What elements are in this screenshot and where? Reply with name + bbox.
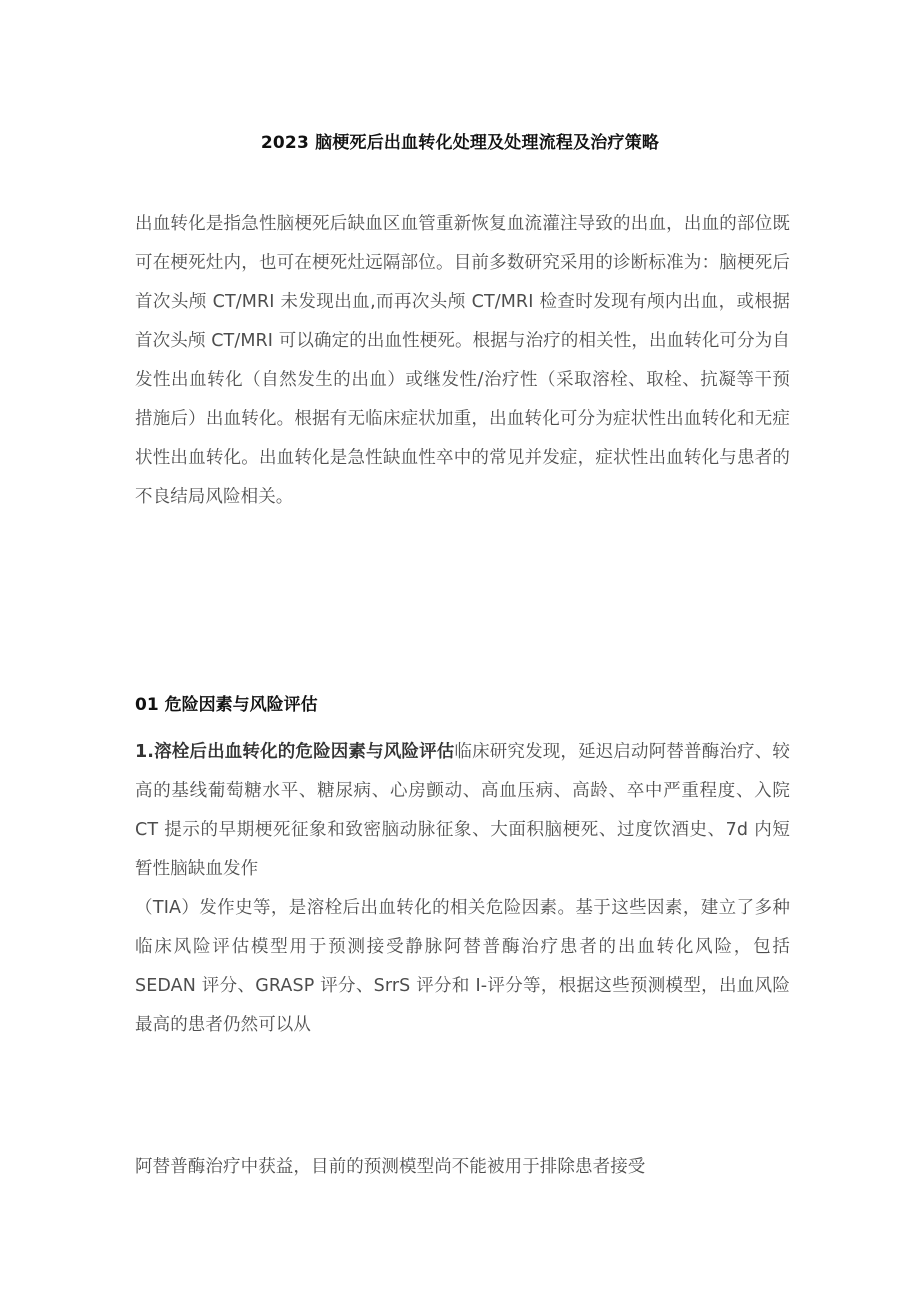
risk-factors-text-a: 临床研究发现，延迟启动阿替普酶治疗、较高的基线葡萄糖水平、糖尿病、心房颤动、高血压病、高龄、卒中严重程度、入院 CT 提示的早期梗死征象和致密脑动脉征象、大面积脑梗死、过度饮酒史、7d 内短暂性脑缺血发作 — [135, 742, 790, 879]
risk-factors-paragraph — [135, 733, 790, 1045]
document-title: 2023 脑梗死后出血转化处理及处理流程及治疗策略 — [260, 133, 660, 153]
intro-paragraph: 出血转化是指急性脑梗死后缺血区血管重新恢复血流灌注导致的出血，出血的部位既可在梗死灶内，也可在梗死灶远隔部位。目前多数研究采用的诊断标准为：脑梗死后首次头颅 CT/MRI 未发现出血,而再次头颅 CT/MRI 检查时发现有颅内出血，或根据首次头颅 CT/MRI 可以确定的出血性梗死。根据与治疗的相关性，出血转化可分为自发性出血转化（自然发生的出血）或继发性/治疗性（采取溶栓、取栓、抗凝等干预措施后）出血转化。根据有无临床症状加重，出血转化可分为症状性出血转化和无症状性出血转化。出血转化是急性缺血性卒中的常见并发症，症状性出血转化与患者的不良结局风险相关。 — [135, 214, 790, 507]
trailing-paragraph: 阿替普酶治疗中获益，目前的预测模型尚不能被用于排除患者接受 — [135, 1157, 646, 1177]
risk-factors-lead: 1.溶栓后出血转化的危险因素与风险评估 — [135, 742, 455, 762]
risk-factors-text-b: （TIA）发作史等，是溶栓后出血转化的相关危险因素。基于这些因素，建立了多种临床风险评估模型用于预测接受静脉阿替普酶治疗患者的出血转化风险，包括 SEDAN 评分、GRASP 评分、SrrS 评分和 I-评分等，根据这些预测模型，出血风险最高的患者仍然可以从 — [135, 898, 790, 1035]
section-heading: 01 危险因素与风险评估 — [135, 695, 318, 715]
